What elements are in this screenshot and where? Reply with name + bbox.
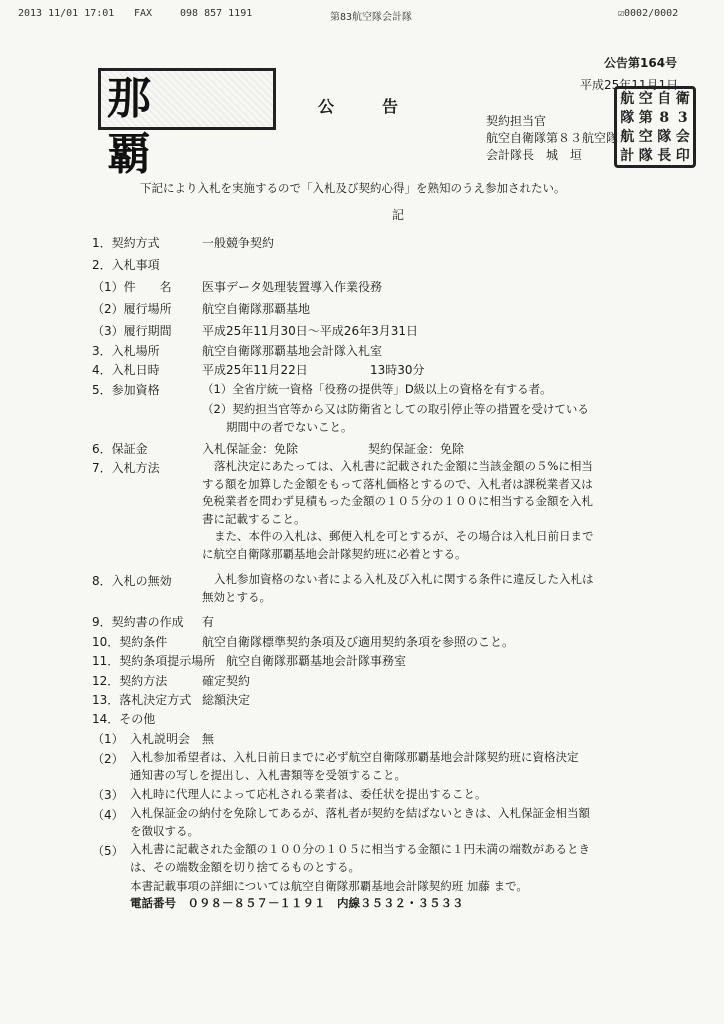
- item-1-value: 一般競争契約: [202, 236, 275, 250]
- item-2-1-value: 医事データ処理装置導入作業役務: [202, 280, 383, 294]
- seal-char: 航: [620, 91, 635, 107]
- other-3-num: （3）: [92, 788, 124, 802]
- item-7-line3: 免税業者を問わず見積もった金額の１０５分の１００に相当する金額を入札: [202, 494, 593, 508]
- item-1-label: 1．契約方式: [92, 236, 160, 250]
- item-12-label: 12．契約方法: [92, 674, 168, 688]
- item-2-label: 2．入札事項: [92, 258, 160, 272]
- item-8-line2: 無効とする。: [202, 589, 271, 604]
- item-7-line4: 書に記載すること。: [202, 511, 306, 526]
- item-13-label: 13．落札決定方式: [92, 693, 192, 707]
- intro-text: 下記により入札を実施するので「入札及び契約心得」を熟知のうえ参加されたい。: [140, 181, 566, 195]
- item-7-line1: 落札決定にあたっては、入札書に記載された金額に当該金額の５%に相当: [214, 459, 593, 473]
- item-2-2-value: 航空自衛隊那覇基地: [202, 302, 311, 316]
- contact-phone: 電話番号 ０９８－８５７－１１９１ 内線３５３２・３５３３: [130, 896, 464, 910]
- item-7-label: 7．入札方法: [92, 461, 160, 475]
- item-4-time: 13時30分: [370, 363, 425, 377]
- issuer-name: 会計隊長 城 垣: [486, 148, 583, 162]
- notice-title: 公告: [318, 97, 447, 116]
- item-5-q1: （1）全省庁統一資格「役務の提供等」D級以上の資格を有する者。: [202, 382, 552, 396]
- seal-char: 8: [659, 110, 670, 126]
- seal-char: 隊: [620, 110, 635, 126]
- other-5-body: [130, 841, 590, 876]
- seal-char: 長: [657, 148, 672, 164]
- other-3-text: 入札時に代理人によって応札される業者は、委任状を提出すること。: [130, 787, 487, 801]
- other-2-num: （2）: [92, 752, 124, 766]
- seal-char: 隊: [638, 148, 653, 164]
- item-9-value: 有: [202, 615, 215, 629]
- other-2-line1: 入札参加希望者は、入札日前日までに必ず航空自衛隊那覇基地会計隊契約班に資格決定: [130, 750, 579, 764]
- other-1-num: （1）: [92, 732, 124, 746]
- fax-page-mark: ☑0002/0002: [618, 8, 679, 19]
- item-7-body: [202, 458, 594, 563]
- item-2-2-label: （2）履行場所: [92, 302, 172, 316]
- seal-char: 隊: [657, 129, 672, 145]
- issuer-unit: 航空自衛隊第８３航空隊: [486, 131, 619, 145]
- other-5-line1: 入札書に記載された金額の１００分の１０５に相当する金額に１円未満の端数があるとき: [130, 842, 590, 856]
- item-11-value: 航空自衛隊那覇基地会計隊事務室: [226, 654, 407, 668]
- seal-char: 航: [620, 129, 635, 145]
- seal-char: 会: [675, 129, 690, 145]
- seal-char: 空: [638, 91, 653, 107]
- seal-char: 計: [620, 148, 635, 164]
- item-5-q2-line2: 期間中の者でないこと。: [226, 420, 353, 434]
- seal-char: 衛: [675, 91, 690, 107]
- seal-char: 自: [657, 91, 672, 107]
- item-3-label: 3．入札場所: [92, 344, 160, 358]
- item-12-value: 確定契約: [202, 674, 251, 688]
- item-8-label: 8．入札の無効: [92, 574, 172, 588]
- official-seal: [614, 86, 696, 168]
- fax-datetime: 2013 11/01 17:01: [18, 8, 115, 19]
- item-7-line2: する額を加算した金額をもって落札価格とするので、入札者は課税業者又は: [202, 476, 593, 491]
- item-8-line1: 入札参加資格のない者による入札及び入札に関する条件に違反した入札は: [214, 572, 594, 586]
- item-13-value: 総額決定: [202, 693, 251, 707]
- other-2-body: [130, 749, 579, 784]
- item-5-label: 5．参加資格: [92, 383, 160, 397]
- notice-date: 平成25年11月1日: [580, 78, 679, 92]
- other-5-line2: は、その端数金額を切り捨てるものとする。: [130, 859, 360, 874]
- item-2-3-label: （3）履行期間: [92, 324, 172, 338]
- other-4-line1: 入札保証金の納付を免除してあるが、落札者が契約を結ばないときは、入札保証金相当額: [130, 806, 590, 820]
- seal-char: 第: [638, 110, 653, 126]
- naha-stamp: 那覇: [98, 68, 276, 130]
- seal-char: 3: [677, 110, 688, 126]
- fax-label: FAX: [134, 8, 153, 19]
- item-10-value: 航空自衛隊標準契約条項及び適用契約条項を参照のこと。: [202, 635, 515, 649]
- item-11-label: 11．契約条項提示場所: [92, 654, 216, 668]
- seal-char: 空: [638, 129, 653, 145]
- other-5-num: （5）: [92, 844, 124, 858]
- fax-number: 098 857 1191: [180, 8, 253, 19]
- notice-number: 公告第164号: [604, 56, 678, 70]
- seal-char: 印: [675, 148, 690, 164]
- item-5-q2-line1: （2）契約担当官等から又は防衛省としての取引停止等の措置を受けている: [202, 402, 589, 416]
- item-10-label: 10．契約条件: [92, 635, 168, 649]
- item-2-3-value: 平成25年11月30日～平成26年3月31日: [202, 324, 418, 338]
- ki-mark: 記: [392, 208, 405, 222]
- other-4-line2: を徴収する。: [130, 823, 199, 838]
- other-1-text: 入札説明会 無: [130, 732, 215, 746]
- fax-sender: 第83航空隊会計隊: [330, 12, 413, 23]
- item-8-body: [202, 571, 594, 606]
- issuer-title: 契約担当官: [486, 114, 547, 128]
- item-6-bid-deposit: 入札保証金：免除: [202, 442, 299, 456]
- other-2-line2: 通知書の写しを提出し、入札書類等を受領すること。: [130, 767, 406, 782]
- item-4-date: 平成25年11月22日: [202, 363, 308, 377]
- item-7-line5: また、本件の入札は、郵便入札を可とするが、その場合は入札日前日まで: [214, 529, 594, 543]
- item-3-value: 航空自衛隊那覇基地会計隊入札室: [202, 344, 383, 358]
- item-2-1-label: （1）件 名: [92, 280, 172, 294]
- item-9-label: 9．契約書の作成: [92, 615, 184, 629]
- contact-line1: 本書記載事項の詳細については航空自衛隊那覇基地会計隊契約班 加藤 まで。: [130, 879, 528, 893]
- item-4-label: 4．入札日時: [92, 363, 160, 377]
- item-6-contract-deposit: 契約保証金：免除: [368, 442, 465, 456]
- item-7-line6: に航空自衛隊那覇基地会計隊契約班に必着とする。: [202, 546, 467, 561]
- item-14-label: 14．その他: [92, 712, 156, 726]
- item-6-label: 6．保証金: [92, 442, 148, 456]
- other-4-body: [130, 805, 590, 840]
- other-4-num: （4）: [92, 808, 124, 822]
